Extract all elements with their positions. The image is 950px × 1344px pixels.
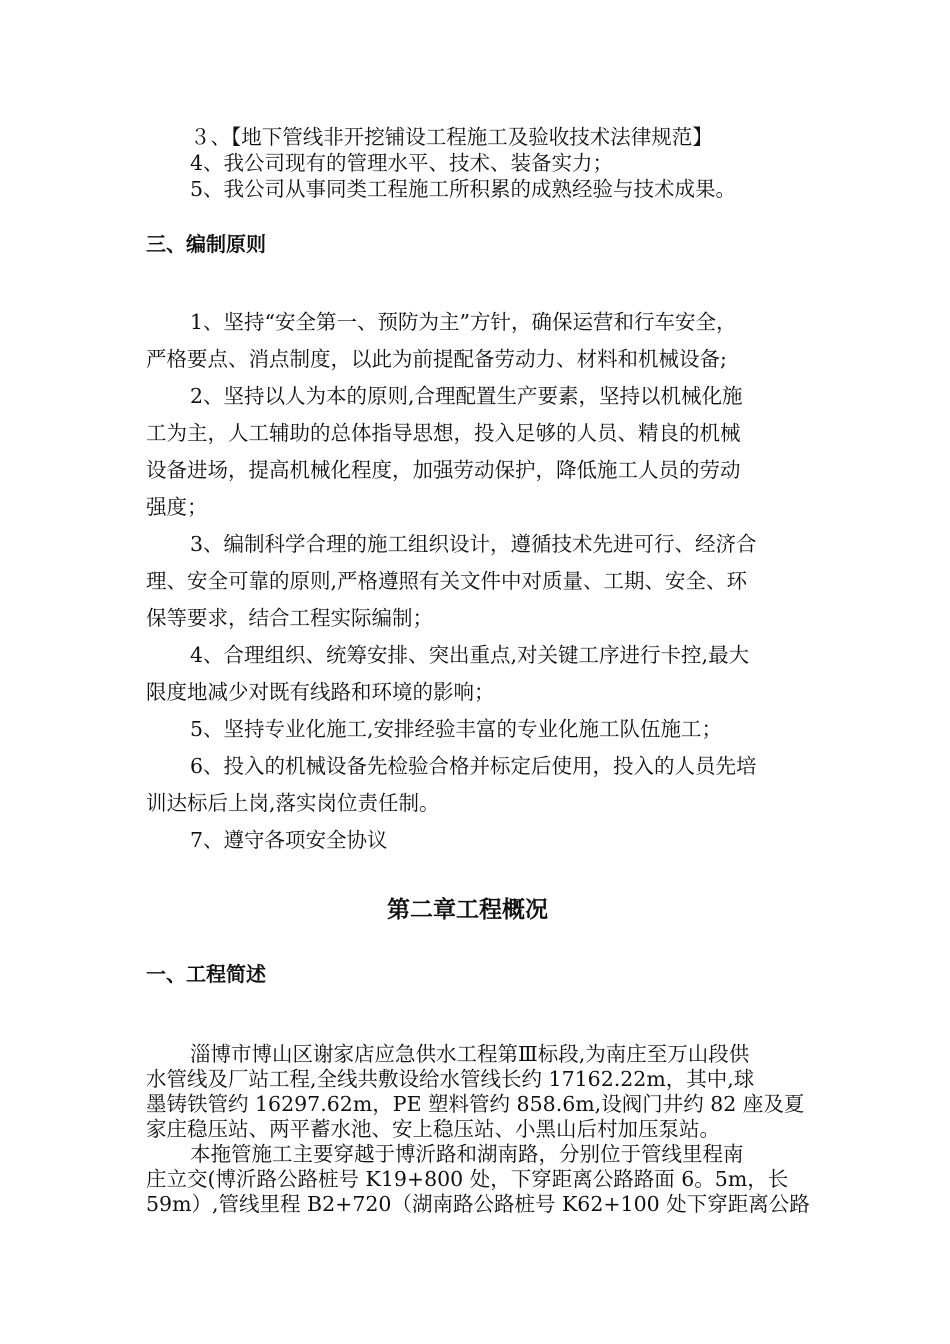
section-heading-overview: 一、工程简述 — [146, 962, 266, 986]
overview-line: 庄立交(博沂路公路桩号 K19+800 处，下穿距离公路路面 6。5m，长 — [146, 1167, 789, 1191]
overview-line: 淄博市博山区谢家店应急供水工程第Ⅲ标段,为南庄至万山段供 — [190, 1042, 750, 1066]
principle-line: 理、安全可靠的原则,严格遵照有关文件中对质量、工期、安全、环 — [146, 569, 748, 593]
principle-line: 1、坚持“安全第一、预防为主”方针，确保运营和行车安全， — [190, 310, 737, 334]
overview-line: 家庄稳压站、两平蓄水池、安上稳压站、小黑山后村加压泵站。 — [146, 1117, 720, 1141]
principle-line: 严格要点、消点制度，以此为前提配备劳动力、材料和机械设备; — [146, 347, 727, 371]
principle-line: 2、坚持以人为本的原则,合理配置生产要素，坚持以机械化施 — [190, 384, 743, 408]
basis-item-5: 5、我公司从事同类工程施工所积累的成熟经验与技术成果。 — [190, 177, 737, 201]
principle-line: 设备进场，提高机械化程度，加强劳动保护，降低施工人员的劳动 — [146, 458, 741, 482]
principle-line: 6、投入的机械设备先检验合格并标定后使用，投入的人员先培 — [190, 754, 757, 778]
principle-line: 4、合理组织、统筹安排、突出重点,对关键工序进行卡控,最大 — [190, 643, 750, 667]
principle-line: 强度； — [146, 495, 208, 519]
principle-line: 3、编制科学合理的施工组织设计，遵循技术先进可行、经济合 — [190, 532, 757, 556]
overview-line: 水管线及厂站工程,全线共敷设给水管线长约 17162.22m，其中,球 — [146, 1067, 755, 1091]
principle-line: 训达标后上岗,落实岗位责任制。 — [146, 791, 440, 815]
chapter-title: 第二章工程概况 — [387, 897, 548, 923]
basis-item-4: 4、我公司现有的管理水平、技术、装备实力； — [190, 151, 614, 175]
basis-item-3: ３、【地下管线非开挖铺设工程施工及验收技术法律规范】 — [190, 125, 713, 149]
principle-line: 7、遵守各项安全协议 — [190, 828, 388, 852]
principle-line: 5、坚持专业化施工,安排经验丰富的专业化施工队伍施工； — [190, 717, 723, 741]
principle-line: 工为主，人工辅助的总体指导思想，投入足够的人员、精良的机械 — [146, 421, 741, 445]
section-heading-principles: 三、编制原则 — [146, 232, 266, 256]
overview-line: 本拖管施工主要穿越于博沂路和湖南路，分别位于管线里程南 — [190, 1142, 744, 1166]
principle-line: 保等要求，结合工程实际编制； — [146, 606, 433, 630]
principle-line: 限度地减少对既有线路和环境的影响； — [146, 680, 495, 704]
overview-line: 59m）,管线里程 B2+720（湖南路公路桩号 K62+100 处下穿距离公路 — [146, 1192, 810, 1216]
overview-line: 墨铸铁管约 16297.62m，PE 塑料管约 858.6m,设阀门井约 82 座及夏 — [146, 1092, 805, 1116]
